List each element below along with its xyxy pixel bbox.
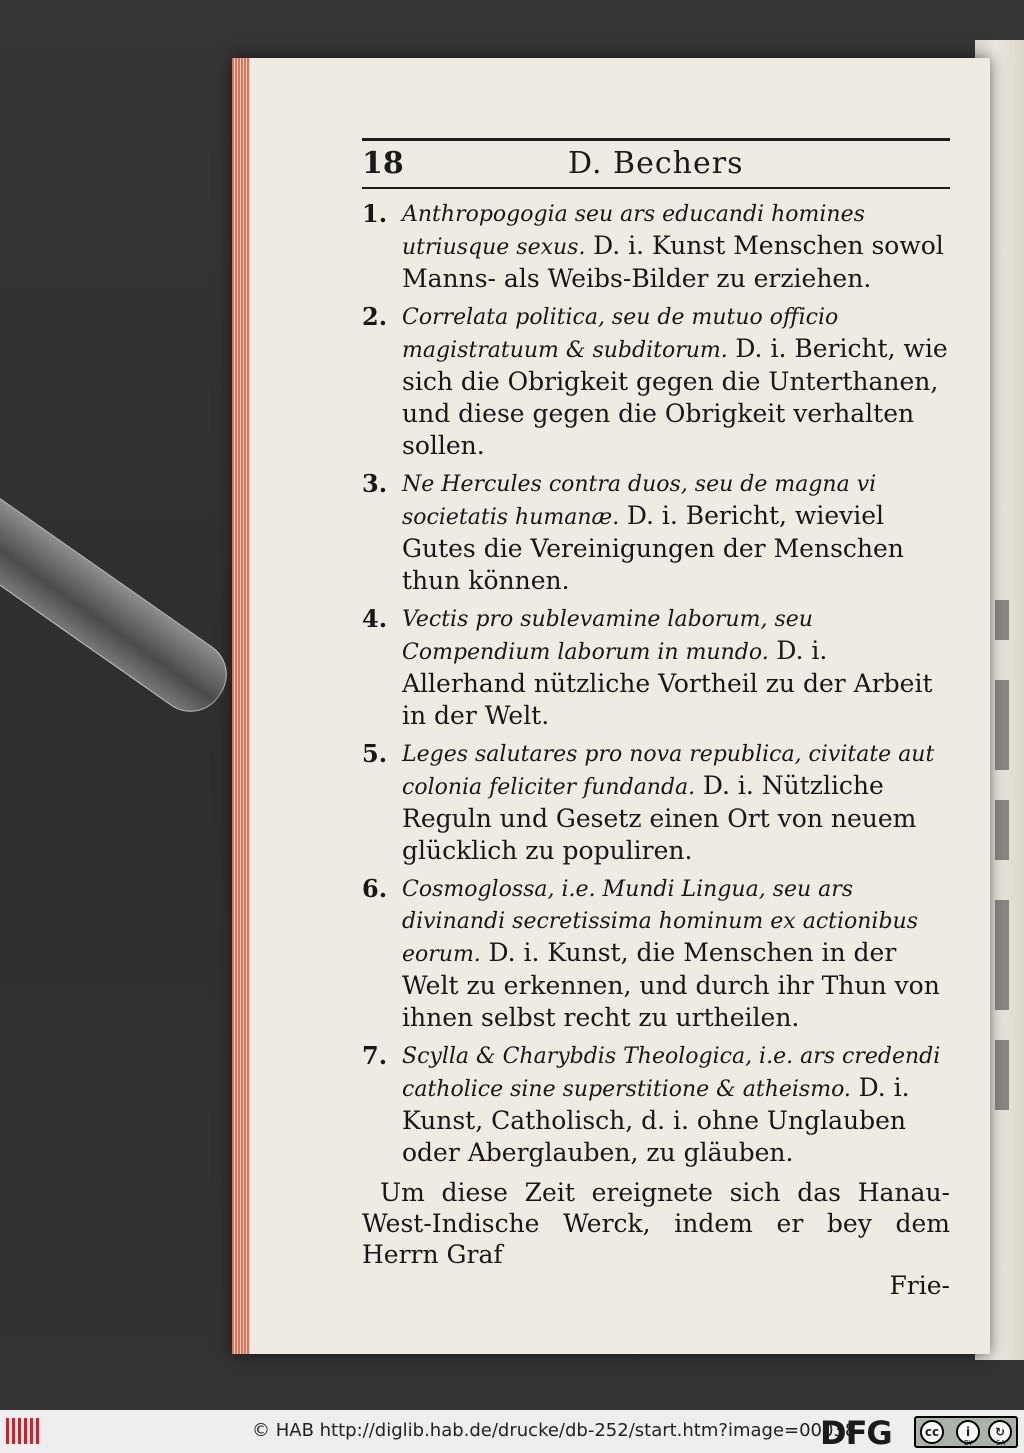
list-item — [362, 301, 950, 462]
list-item — [362, 1040, 950, 1169]
entry-latin-title: Vectis pro sublevamine laborum, seu Compendium laborum in mundo. — [402, 607, 813, 665]
list-item — [362, 603, 950, 732]
sa-icon: ↻ — [988, 1420, 1012, 1444]
list-item — [362, 198, 950, 295]
by-label: BY — [964, 1439, 973, 1447]
page-text — [362, 198, 950, 1300]
by-icon: i — [956, 1420, 980, 1444]
entry-number: 6. — [362, 874, 388, 903]
cc-license-badge[interactable] — [914, 1416, 1018, 1448]
entry-german-gloss: D. i. Nützliche Reguln und Gesetz einen Ort von neuem glücklich zu populiren. — [402, 771, 917, 865]
entry-number: 1. — [362, 199, 388, 228]
entry-number: 4. — [362, 604, 388, 633]
sa-label: SA — [996, 1439, 1006, 1447]
entry-latin-title: Scylla & Charybdis Theologica, i.e. ars credendi catholice sine superstitione & atheismo. — [402, 1044, 941, 1102]
entry-number: 7. — [362, 1041, 388, 1070]
entry-latin-title: Leges salutares pro nova republica, civitate aut colonia feliciter fundanda. — [402, 742, 935, 800]
entry-german-gloss: D. i. Allerhand nützliche Vortheil zu der Arbeit in der Welt. — [402, 636, 933, 730]
entry-body — [402, 873, 950, 1034]
list-item — [362, 468, 950, 597]
entry-body — [402, 198, 950, 295]
header-rule-top — [362, 138, 950, 141]
entry-german-gloss: D. i. Kunst, die Menschen in der Welt zu erkennen, und durch ihr Thun von ihnen selbst recht zu urtheilen. — [402, 938, 940, 1032]
entry-german-gloss: D. i. Bericht, wieviel Gutes die Vereinigungen der Menschen thun können. — [402, 501, 904, 595]
catchword: Frie- — [889, 1271, 950, 1300]
entry-number: 3. — [362, 469, 388, 498]
dfg-logo: DFG — [820, 1414, 892, 1452]
entry-german-gloss: D. i. Kunst Menschen sowol Manns- als Weibs-Bilder zu erziehen. — [402, 231, 944, 293]
entry-latin-title: Ne Hercules contra duos, seu de magna vi societatis humanæ. — [402, 472, 877, 530]
page-header — [362, 142, 950, 184]
list-item — [362, 873, 950, 1034]
page-number: 18 — [362, 146, 404, 181]
body-paragraph: Um diese Zeit ereignete sich das Hanau-West-Indische Werck, indem er bey dem Herrn Graf — [362, 1178, 950, 1269]
page-edge-stack — [232, 58, 250, 1354]
entry-body — [402, 1040, 950, 1169]
header-rule-bottom — [362, 187, 950, 189]
entry-body — [402, 301, 950, 462]
running-head: D. Bechers — [568, 146, 744, 181]
entry-latin-title: Anthropogogia seu ars educandi homines utriusque sexus. — [402, 202, 865, 260]
list-item — [362, 738, 950, 867]
copyright-link[interactable]: © HAB http://diglib.hab.de/drucke/db-252/start.htm?image=00038 — [252, 1420, 857, 1441]
entry-number: 2. — [362, 302, 388, 331]
barcode-icon — [6, 1418, 40, 1444]
entry-number: 5. — [362, 739, 388, 768]
entry-german-gloss: D. i. Kunst, Catholisch, d. i. ohne Unglauben oder Aberglauben, zu gläuben. — [402, 1073, 910, 1167]
cc-icon: cc — [920, 1420, 944, 1444]
entry-body — [402, 603, 950, 732]
entry-body — [402, 738, 950, 867]
viewer-footer — [0, 1410, 1024, 1453]
entry-german-gloss: D. i. Bericht, wie sich die Obrigkeit gegen die Unterthanen, und diese gegen die Obrigkeit verhalten sollen. — [402, 334, 948, 460]
entry-latin-title: Correlata politica, seu de mutuo officio magistratuum & subditorum. — [402, 305, 839, 363]
entry-latin-title: Cosmoglossa, i.e. Mundi Lingua, seu ars divinandi secretissima hominum ex actionibus eorum. — [402, 877, 919, 967]
entry-body — [402, 468, 950, 597]
